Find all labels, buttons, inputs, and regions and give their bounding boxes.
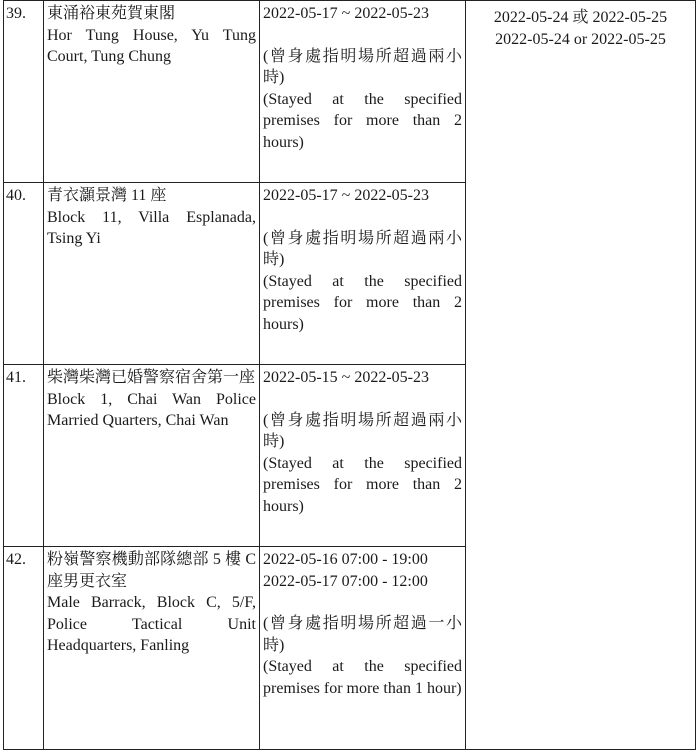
premises-table [3,0,696,750]
date-time-2: 2022-05-17 07:00 - 12:00 [263,572,428,590]
test-dates-zh: 2022-05-24 或 2022-05-25 [493,9,668,26]
location-zh: 柴灣柴灣已婚警察宿舍第一座 [47,369,256,386]
table-row [4,1,696,183]
date-range: 2022-05-17 ~ 2022-05-23 [263,5,429,22]
row-number: 39. [4,1,44,183]
location-zh: 東涌裕東苑賀東閣 [47,5,176,22]
note-en: (Stayed at the specified premises for more than 2 hours) [263,454,462,515]
test-dates-cell [466,1,696,750]
note-en: (Stayed at the specified premises for more than 2 hours) [263,90,462,151]
location-en: Block 1, Chai Wan Police Married Quarters, Chai Wan [47,390,256,429]
location-en: Hor Tung House, Yu Tung Court, Tung Chung [47,26,256,65]
note-en: (Stayed at the specified premises for more than 1 hour) [263,658,462,697]
date-cell [260,365,466,547]
date-range: 2022-05-17 ~ 2022-05-23 [263,187,429,204]
row-number: 41. [4,365,44,547]
note-en: (Stayed at the specified premises for more than 2 hours) [263,272,462,333]
location-zh: 青衣灝景灣 11 座 [47,187,167,204]
date-cell [260,1,466,183]
date-range: 2022-05-15 ~ 2022-05-23 [263,369,429,386]
date-time-1: 2022-05-16 07:00 - 19:00 [263,551,428,568]
location-cell [44,547,260,750]
date-cell [260,183,466,365]
note-zh: (曾身處指明場所超過兩小時) [263,229,462,268]
row-number: 42. [4,547,44,750]
location-cell [44,1,260,183]
test-dates-en: 2022-05-24 or 2022-05-25 [495,30,666,48]
row-number: 40. [4,183,44,365]
location-en: Block 11, Villa Esplanada, Tsing Yi [47,208,256,247]
note-zh: (曾身處指明場所超過一小時) [263,615,462,654]
location-cell [44,183,260,365]
location-en: Male Barrack, Block C, 5/F, Police Tactical Unit Headquarters, Fanling [47,594,256,654]
location-zh: 粉嶺警察機動部隊總部 5 樓 C 座男更衣室 [47,551,256,590]
note-zh: (曾身處指明場所超過兩小時) [263,411,462,450]
location-cell [44,365,260,547]
note-zh: (曾身處指明場所超過兩小時) [263,47,462,86]
date-cell [260,547,466,750]
